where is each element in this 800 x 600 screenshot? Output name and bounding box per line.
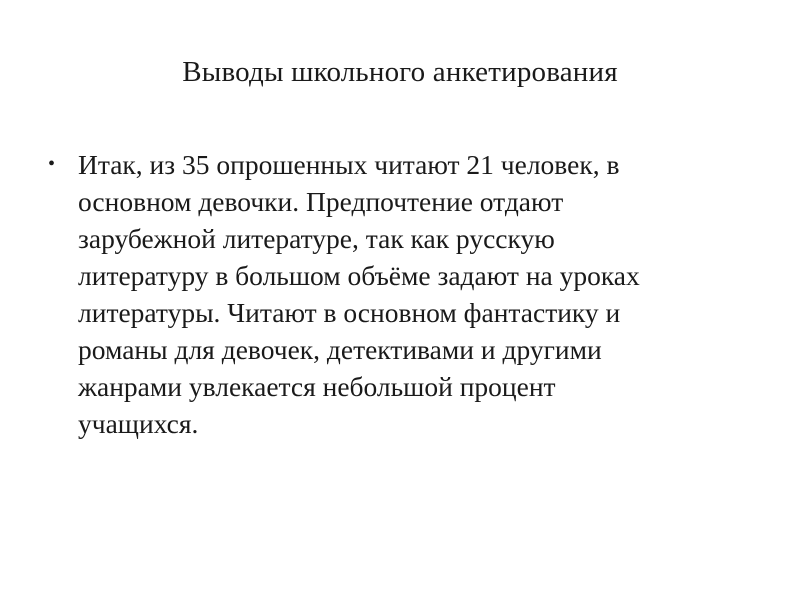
- slide-title: Выводы школьного анкетирования: [182, 56, 618, 88]
- bullet-marker: •: [48, 153, 56, 175]
- bullet-item: [48, 146, 738, 442]
- bullet-list: [48, 146, 738, 442]
- bullet-text: Итак, из 35 опрошенных читают 21 человек, в основном девочки. Предпочтение отдают зарубежной литературе, так как русскую литературу в большом объёме задают на уроках литературы. Читают в основном фантастику и романы для девочек, детективами и другими жанрами увлекается небольшой процент учащихся.: [78, 149, 640, 439]
